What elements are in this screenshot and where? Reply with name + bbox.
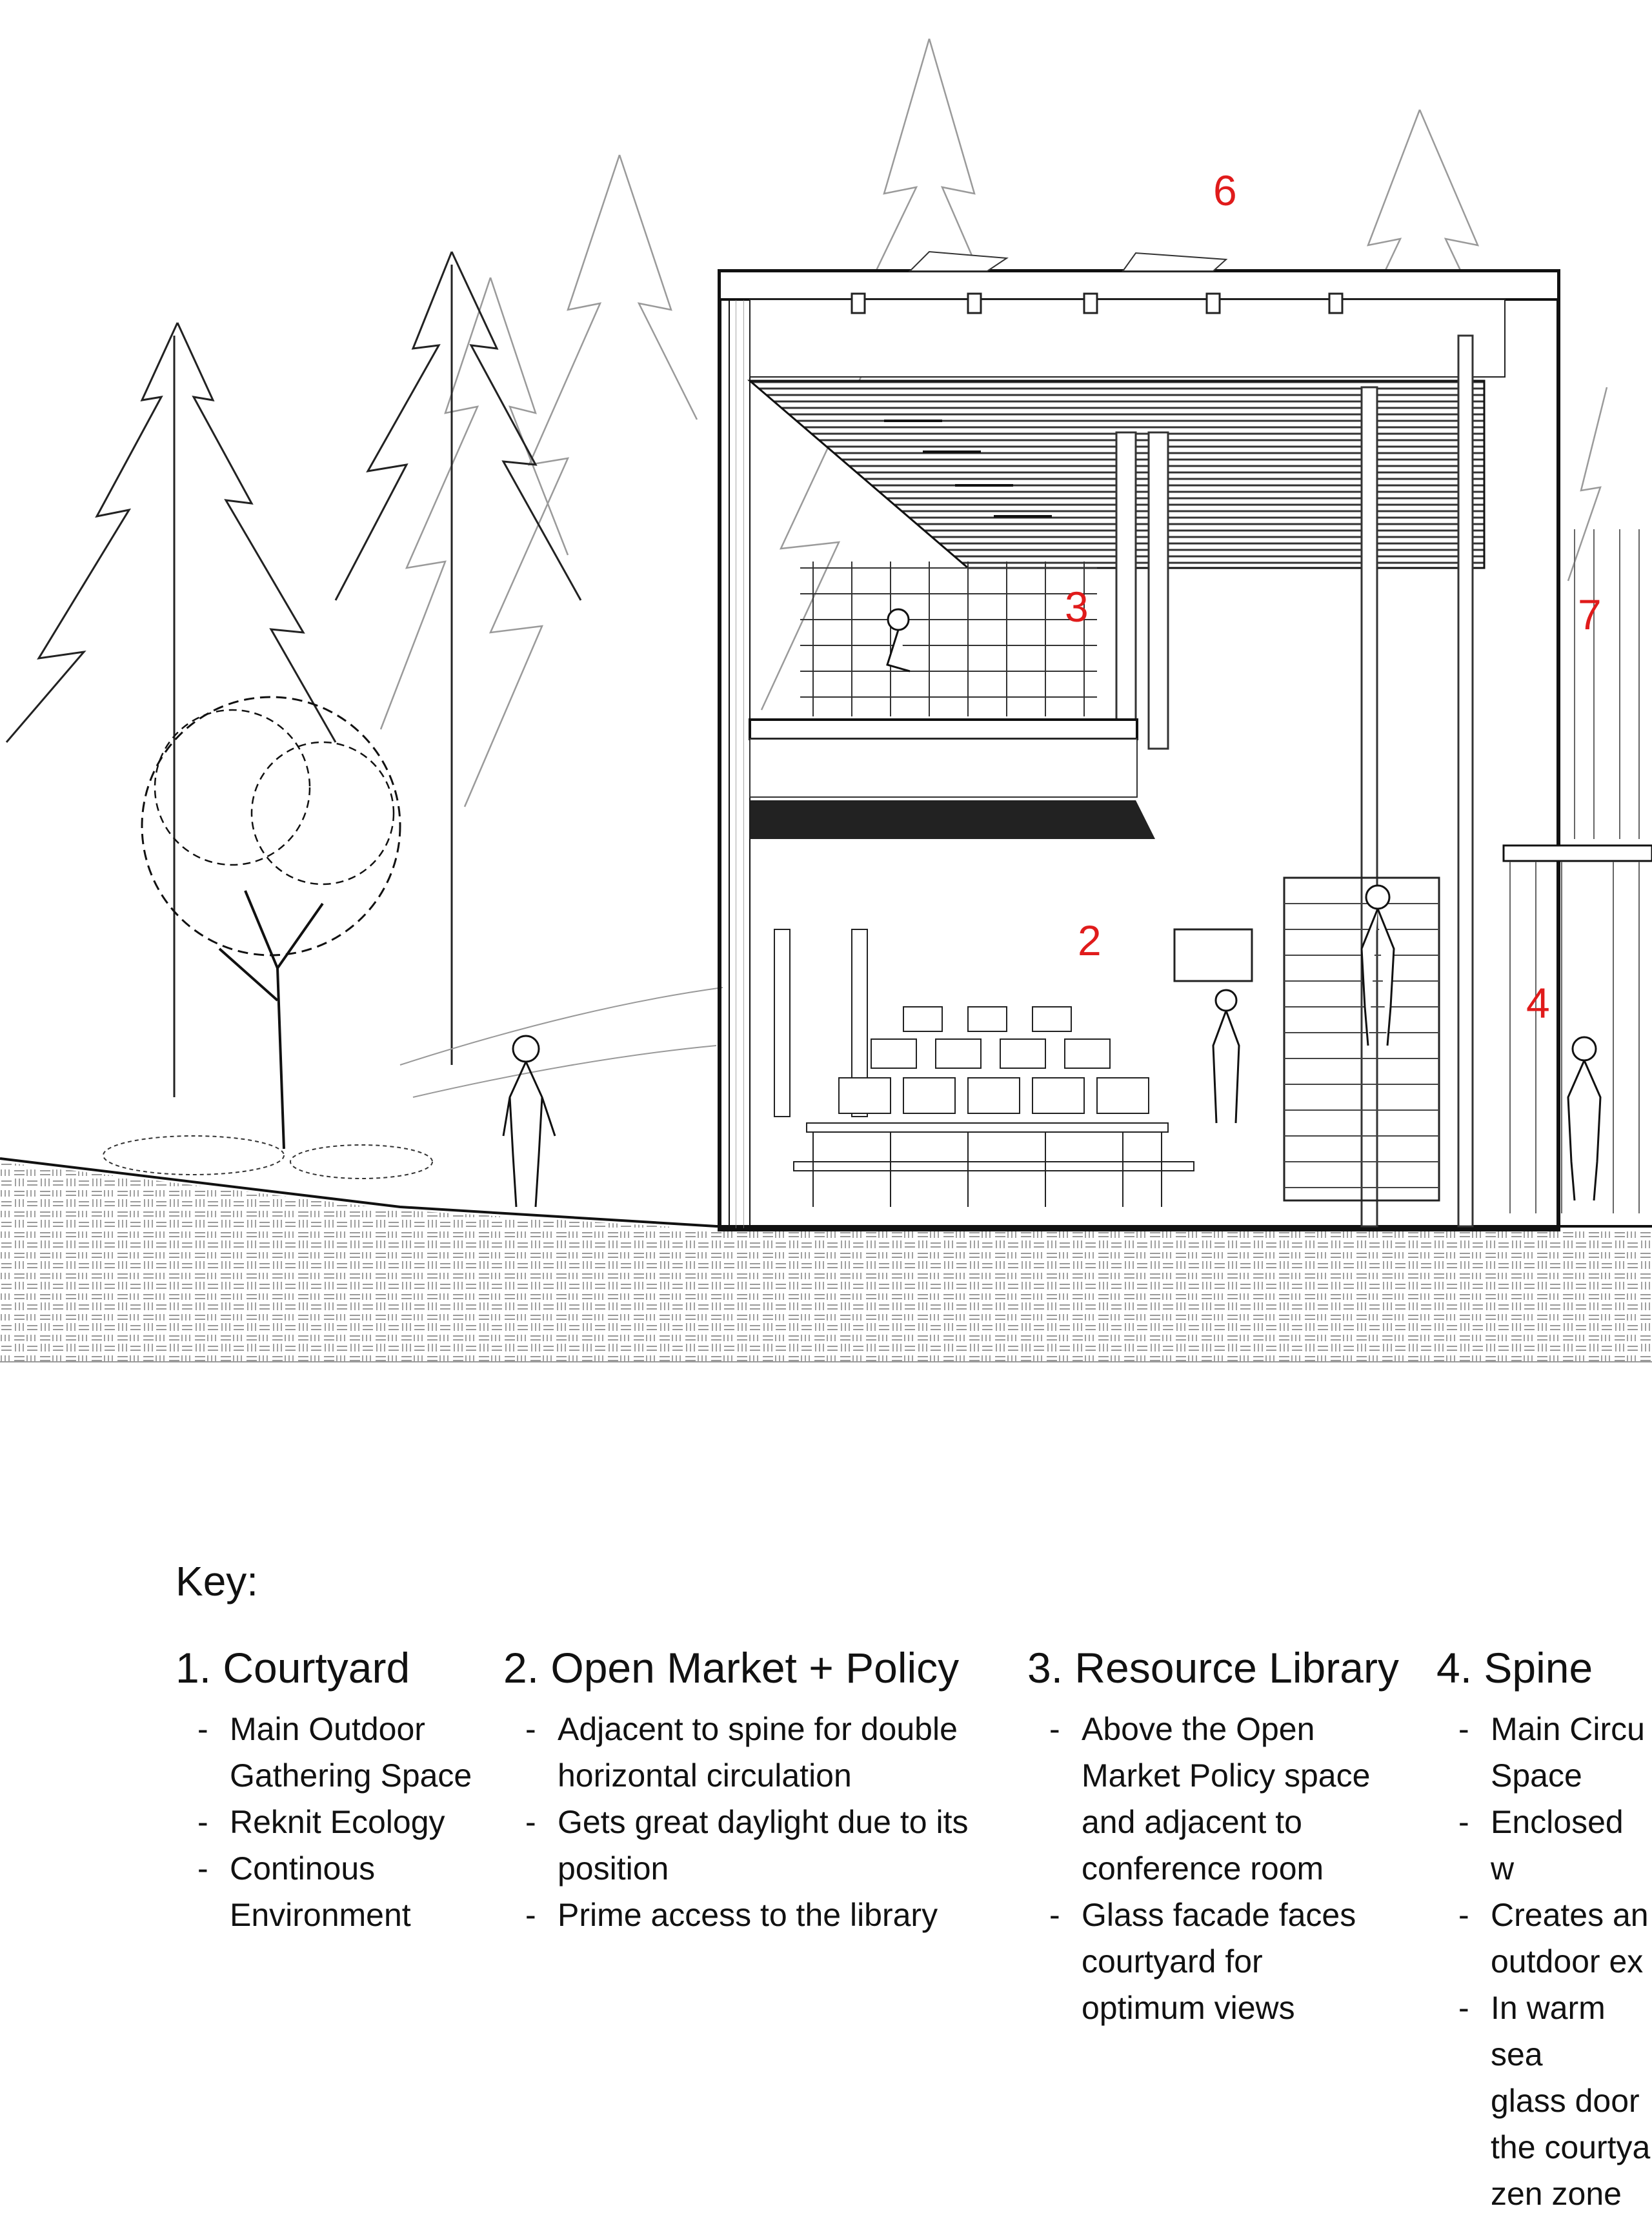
key-list-courtyard — [176, 1706, 472, 1938]
key-item-courtyard — [176, 1645, 472, 1938]
key-heading-spine: 4. Spine — [1436, 1644, 1593, 1692]
label-3: 3 — [1065, 583, 1089, 631]
label-6: 6 — [1213, 167, 1237, 214]
key-title: Key: — [176, 1558, 259, 1605]
ground — [0, 987, 1652, 1362]
key-bullet: - Above the Open Market Policy space and adjacent to conference room — [1049, 1706, 1399, 1892]
conifer-trees — [6, 252, 581, 1097]
key-bullet: - Gets great daylight due to its position — [525, 1799, 968, 1892]
key-list-resource-library — [1027, 1706, 1399, 2031]
key-bullet: - Enclosed w — [1458, 1799, 1652, 1892]
label-7: 7 — [1578, 591, 1602, 638]
key-list-open-market — [503, 1706, 968, 1938]
key-bullet: - Reknit Ecology — [197, 1799, 472, 1845]
key-item-open-market — [503, 1645, 968, 1938]
label-4: 4 — [1526, 979, 1550, 1027]
key-heading-courtyard: 1. Courtyard — [176, 1644, 410, 1692]
building-shell — [720, 252, 1652, 1230]
key-bullet: - Adjacent to spine for double horizontal circulation — [525, 1706, 968, 1799]
key-heading-resource-library: 3. Resource Library — [1027, 1644, 1399, 1692]
key-bullet: - Continous Environment — [197, 1845, 472, 1938]
key-bullet: - Main Circu Space — [1458, 1706, 1652, 1799]
person-courtyard — [503, 1036, 555, 1207]
key-bullet: - Main Outdoor Gathering Space — [197, 1706, 472, 1799]
key-list-spine — [1436, 1706, 1652, 2217]
label-2: 2 — [1078, 916, 1102, 964]
key-bullet: - Glass facade faces courtyard for optimum views — [1049, 1892, 1399, 2031]
key-item-spine — [1436, 1645, 1652, 2217]
key-heading-open-market: 2. Open Market + Policy — [503, 1644, 960, 1692]
deciduous-tree — [142, 697, 400, 1149]
key-bullet: - In warm sea glass door the courtya zen zone — [1458, 1985, 1652, 2217]
key-bullet: - Prime access to the library — [525, 1892, 968, 1938]
key-bullet: - Creates an outdoor ex — [1458, 1892, 1652, 1985]
key-item-resource-library — [1027, 1645, 1399, 2031]
